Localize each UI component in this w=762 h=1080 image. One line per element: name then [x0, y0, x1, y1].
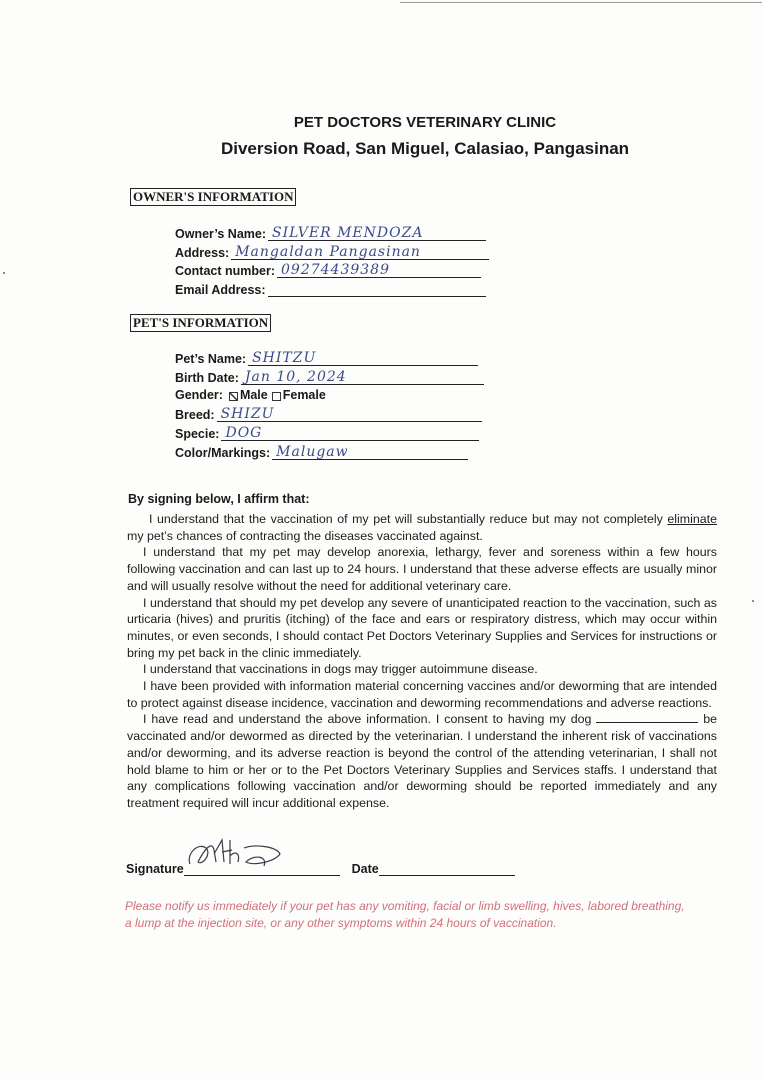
- color-value: Malugaw: [276, 444, 349, 460]
- specie-value: DOG: [225, 425, 263, 441]
- owner-name-value: SILVER MENDOZA: [272, 225, 424, 241]
- pet-name-value: SHITZU: [252, 350, 317, 366]
- consent-paragraph-6: I have read and understand the above information. I consent to having my dog be vaccinated and/or dewormed as directed by the veterinarian. I understand the inherent risk of vaccinations and/or deworming, and its adverse reaction is beyond the control of the attending veterinarian, I shall not hold blame to him or her or to the Pet Doctors Veterinary Supplies and Services staffs. I understand that any complications following vaccination and/or deworming should be reported immediately and any treatment required will incur additional expense.: [127, 712, 718, 810]
- male-checkbox[interactable]: [229, 392, 238, 401]
- signature-line[interactable]: [184, 860, 340, 876]
- signature-row: [126, 860, 515, 876]
- consent-paragraph-4: I understand that vaccinations in dogs may trigger autoimmune disease.: [143, 662, 538, 677]
- birth-date-value: Jan 10, 2024: [244, 369, 347, 385]
- owner-section-heading: OWNER'S INFORMATION: [130, 188, 296, 206]
- pet-name-field[interactable]: [175, 350, 478, 366]
- consent-text: [127, 511, 717, 812]
- breed-label: Breed:: [175, 408, 215, 422]
- signature-label: Signature: [126, 862, 184, 876]
- breed-line[interactable]: [217, 406, 482, 422]
- gender-field[interactable]: [175, 388, 326, 402]
- male-option-label: Male: [239, 388, 268, 402]
- owner-name-field[interactable]: [175, 225, 486, 241]
- contact-value: 09274439389: [281, 262, 390, 278]
- consent-paragraph-3: I understand that should my pet develop any severe of unanticipated reaction to the vaccination, such as urticaria (hives) and pruritis (itching) of the face and ears or respiratory distress, which may occur within minutes, or even seconds, I should contact Pet Doctors Veterinary Supplies and Services for instructions or bring my pet back in the clinic immediately.: [127, 595, 717, 660]
- breed-value: SHIZU: [220, 406, 275, 422]
- contact-field[interactable]: [175, 262, 481, 278]
- address-field[interactable]: [175, 244, 489, 260]
- affirm-intro: By signing below, I affirm that:: [128, 492, 310, 506]
- contact-label: Contact number:: [175, 264, 275, 278]
- specie-label: Specie:: [175, 427, 220, 441]
- vaccination-notice: Please notify us immediately if your pet has any vomiting, facial or limb swelling, hives, labored breathing, a lump at the injection site, or any other symptoms within 24 hours of vaccination.: [125, 899, 685, 930]
- color-label: Color/Markings:: [175, 446, 271, 460]
- specie-field[interactable]: [175, 425, 479, 441]
- date-label: Date: [351, 862, 379, 876]
- dog-name-blank[interactable]: [596, 712, 698, 723]
- owner-name-label: Owner’s Name:: [175, 227, 267, 241]
- email-label: Email Address:: [175, 283, 266, 297]
- contact-line[interactable]: [277, 262, 481, 278]
- color-line[interactable]: [272, 444, 468, 460]
- date-line[interactable]: [379, 860, 515, 876]
- scan-speck: [3, 272, 5, 274]
- handwritten-signature: [184, 836, 294, 876]
- clinic-address: Diversion Road, San Miguel, Calasiao, Pangasinan: [220, 139, 630, 158]
- address-label: Address:: [175, 246, 230, 260]
- scan-edge-line: [400, 2, 762, 3]
- birth-date-line[interactable]: [241, 369, 484, 385]
- gender-label: Gender:: [175, 388, 223, 402]
- address-line[interactable]: [231, 244, 489, 260]
- breed-field[interactable]: [175, 406, 482, 422]
- email-line[interactable]: [268, 281, 486, 297]
- birth-date-field[interactable]: [175, 369, 484, 385]
- female-checkbox[interactable]: [272, 392, 281, 401]
- address-value: Mangaldan Pangasinan: [235, 244, 421, 260]
- pet-name-label: Pet’s Name:: [175, 352, 247, 366]
- scan-speck: [752, 600, 754, 602]
- female-option-label: Female: [282, 388, 326, 402]
- color-field[interactable]: [175, 444, 468, 460]
- owner-name-line[interactable]: [268, 225, 486, 241]
- pet-section-heading: PET'S INFORMATION: [130, 314, 271, 332]
- consent-paragraph-5: I have been provided with information material concerning vaccines and/or deworming that are intended to protect against disease incidence, vaccination and deworming recommendations and adverse reactions.: [127, 679, 717, 710]
- consent-paragraph-2: I understand that my pet may develop anorexia, lethargy, fever and soreness within a few hours following vaccination and can last up to 24 hours. I understand that these adverse effects are usually minor and will usually resolve without the need for additional veterinary care.: [127, 545, 717, 593]
- pet-name-line[interactable]: [248, 350, 478, 366]
- email-field[interactable]: [175, 281, 486, 297]
- birth-date-label: Birth Date:: [175, 371, 239, 385]
- specie-line[interactable]: [221, 425, 479, 441]
- clinic-name: PET DOCTORS VETERINARY CLINIC: [293, 114, 557, 131]
- consent-paragraph-1: I understand that the vaccination of my pet will substantially reduce but may not completely eliminate my pet’s chances of contracting the diseases vaccinated against.: [127, 512, 717, 543]
